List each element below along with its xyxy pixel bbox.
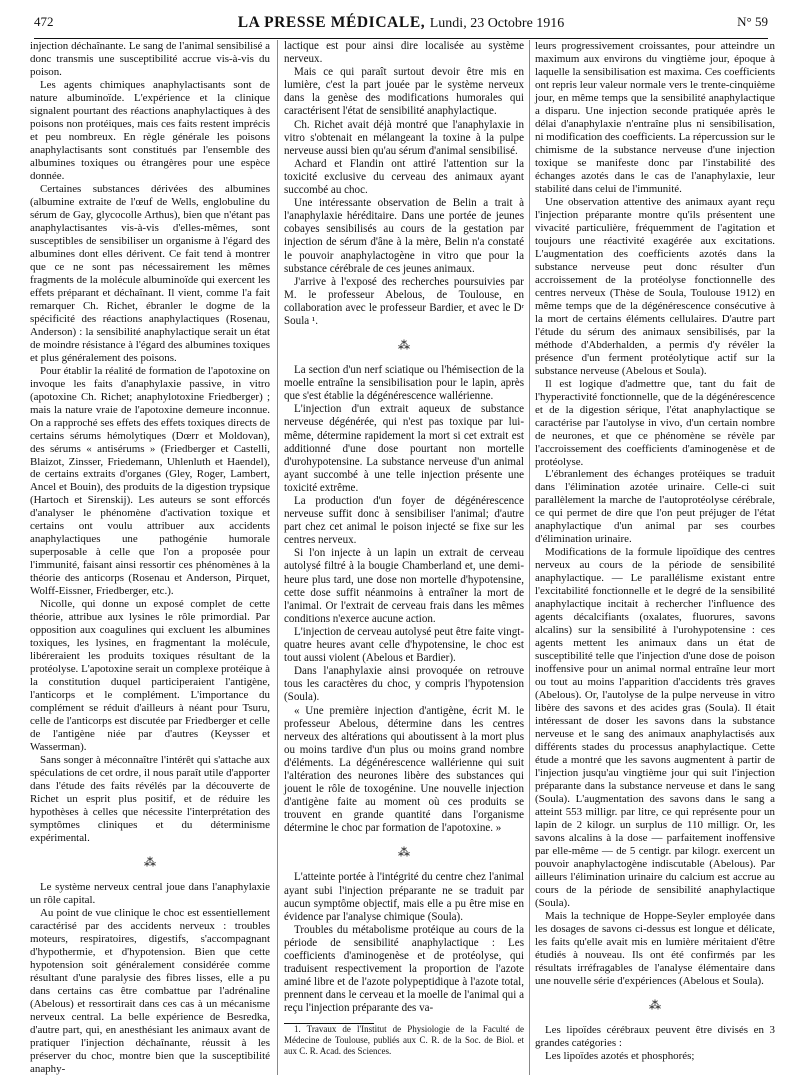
section-separator: ⁂ bbox=[144, 855, 156, 870]
paragraph: Il est logique d'admettre que, tant du fait de l'hyperactivité fonctionnelle, que de la dégénérescence et de la digestion sérique, l'état anaphylactique se caractérise par l'autolyse in vivo, d'un certain nombre de neurones, et que ce phénomène se révèle par l'accroissement des coefficients d'aminogenèse et de protéolyse. bbox=[535, 377, 775, 468]
paragraph: « Une première injection d'antigène, écrit M. le professeur Abelous, détermine dans les centres nerveux des altérations qui aboutissent à la mort plus ou moins tardive d'un plus ou moins grand nombre d'éléments. La dégénérescence wallérienne qui suit l'altération des neurones libère des substances qui jouent le rôle de toxogénine. Une nouvelle injection d'antigène faite au moment où ces produits se trouvent en grande quantité dans l'organisme détermine le choc par formation de l'apotoxine. » bbox=[284, 704, 524, 835]
text-column-left bbox=[30, 40, 270, 1076]
text-column-middle bbox=[284, 40, 524, 1057]
section-separator: ⁂ bbox=[398, 338, 410, 353]
paragraph: Une observation attentive des animaux ayant reçu l'injection préparante montre qu'ils présentent une vivacité particulière, fréquemment de l'agitation et toujours une réactivité exagérée aux excitations. L'augmentation des coefficients azotés dans la substance nerveuse peut donc résulter d'un accroissement de la protéolyse fonctionnelle des centres nerveux (Thèse de Soula, Toulouse 1912) en même temps que de la dégénérescence consécutive à la mort de certains éléments cellulaires. D'autre part l'étude du sérum des animaux sensibilisés, par la méthode d'Abderhalden, a permis d'y révéler la présence d'un ferment protéolytique actif sur la substance nerveuse (Abelous et Soula). bbox=[535, 195, 775, 377]
text-column-right bbox=[535, 40, 775, 1063]
section-separator: ⁂ bbox=[398, 845, 410, 860]
paragraph: L'atteinte portée à l'intégrité du centre chez l'animal ayant subi l'injection préparante ne se traduit par aucun symptôme objectif, mais elle a pu être mise en évidence par l'analyse chimique (Soula). bbox=[284, 871, 524, 923]
paragraph: Sans songer à méconnaître l'intérêt qui s'attache aux spéculations de cet ordre, il nous paraît utile d'apporter dans l'étude des faits révélés par la découverte de Richet un esprit plus positif, et de réduire les hypothèses à celles que nécessite l'interprétation des symptômes cliniques et du déterminisme expérimental. bbox=[30, 754, 270, 845]
paragraph: Pour établir la réalité de formation de l'apotoxine on invoque les faits d'anaphylaxie passive, in vitro (apotoxine Ch. Richet; anaphylotoxine Friedberger) ; mais la nature vraie de l'apotoxine demeure inconnue. On a rapproché ses effets des effets toxiques directs de certains sérums hémolytiques (Dœrr et Moldovan), des sérums « antisérums » (Friedberger et Castelli, Blaizot, Zinsser, Friedemann, Uhlenluth et Haendel), de certains extraits d'organes (Gley, Roger, Lambert, Ancel et Bouin), des produits de la digestion trypsique (Hartoch et Sirenskij). Les auteurs se sont efforcés d'analyser le phénomène d'activation toxique et certains ont voulu attribuer aux accidents anaphylactiques une pathogénie humorale superposable à celle que l'on a proposée pour l'immunité, faisant ainsi ressortir ces phénomènes à la théorie des anticorps (Rosenau et Anderson, Pirquet, Wolff-Eissner, Friedberger, etc.). bbox=[30, 364, 270, 598]
paragraph: Une intéressante observation de Belin a trait à l'anaphylaxie héréditaire. Dans une portée de jeunes cobayes sensibilisés au cours de la gestation par injection de sérum d'âne à la mère, Belin n'a constaté le pouvoir anaphylactogène in vitro que pour la substance cérébrale de ces jeunes animaux. bbox=[284, 197, 524, 275]
issue-date: Lundi, 23 Octobre 1916 bbox=[429, 16, 565, 31]
footnote: 1. Travaux de l'Institut de Physiologie de la Faculté de Médecine de Toulouse, publiés aux C. R. de la Soc. de Biol. et aux C. R. Acad. des Sciences. bbox=[284, 1024, 524, 1057]
paragraph: La production d'un foyer de dégénérescence nerveuse suffit donc à sensibiliser l'animal; d'autre part chez cet animal le poison injecté se fixe sur les centres nerveux. bbox=[284, 495, 524, 547]
paragraph: Ch. Richet avait déjà montré que l'anaphylaxie in vitro s'obtenait en mélangeant la toxine à la pulpe nerveuse aussi bien qu'au sérum d'animal sensibilisé. bbox=[284, 118, 524, 157]
paragraph: Si l'on injecte à un lapin un extrait de cerveau autolysé filtré à la bougie Chamberland et, une demi-heure plus tard, une dose non mortelle d'hypotensine, cette dose suffit néanmoins à entraîner la mort de l'animal. Or l'extrait de cerveau frais dans les mêmes conditions n'exerce aucune action. bbox=[284, 547, 524, 625]
column-rule bbox=[529, 40, 530, 1075]
paragraph: La section d'un nerf sciatique ou l'hémisection de la moelle entraîne la sensibilisation pour le lapin, après que s'est établie la dégénérescence wallérienne. bbox=[284, 364, 524, 403]
paragraph: J'arrive à l'exposé des recherches poursuivies par M. le professeur Abelous, de Toulouse, en collaboration avec le professeur Bardier, et avec le Dʳ Soula ¹. bbox=[284, 275, 524, 327]
paragraph: lactique est pour ainsi dire localisée au système nerveux. bbox=[284, 40, 524, 66]
page-header bbox=[34, 8, 768, 39]
page-number: 472 bbox=[34, 14, 54, 29]
paragraph: leurs progressivement croissantes, pour atteindre un maximum aux environs du vingtième jour, époque à laquelle la sensibilisation est maxima. Ces coefficients ont repris leur valeur normale vers le trente-cinquième jour, en même temps que la sensibilité anaphylactique a disparu. Une injection seconde pratiquée après le délai d'anaphylaxie n'entraîne plus ni sensibilisation, ni modification des coefficients. La répercussion sur le chimisme de la substance nerveuse d'une injection toxique se manifeste donc par l'instabilité des échanges azotés dans le cas de l'anaphylaxie, leur stabilité dans celui de l'immunité. bbox=[535, 40, 775, 195]
paragraph: Nicolle, qui donne un exposé complet de cette théorie, attribue aux lysines le rôle primordial. Par opposition aux coagulines qui excluent les albumines toxiques, les lysines, en fragmentant la molécule, libéreraient les produits toxiques résultant de la protéolyse. L'apotoxine serait un complexe protéique à la constitution duquel participeraient l'antigène, l'anticorps et le complément. L'importance du complément se réduit d'ailleurs à néant pour Tsuru, celle de l'anticorps est discutée par Friedberger et celle de l'antigène niée par d'autres (Keysser et Wasserman). bbox=[30, 598, 270, 754]
issue-number: N° 59 bbox=[737, 14, 768, 29]
paragraph: Certaines substances dérivées des albumines (albumine extraite de l'œuf de Wells, englobuline du sérum de Gay, glycocolle Arthus), bien que n'étant pas anaphylactisantes vis-à-vis d'elles-mêmes, sont susceptibles de sensibiliser un organisme à l'égard des albumines dont elles dérivent. Ce fait tend à montrer que ce ne sont pas nécessairement les mêmes fragments de la molécule albuminoïde qui exercent les effets préparant et déchaînant. Il vient, comme l'a fait remarquer Ch. Richet, ébranler le dogme de la spécificité des réactions anaphylactiques (Rosenau, Anderson) : la sensibilité anaphylactique serait un état de moindre résistance à l'égard des albumines toxiques et plus généralement des poisons. bbox=[30, 182, 270, 364]
paragraph: L'injection de cerveau autolysé peut être faite vingt-quatre heures avant celle d'hypotensine, le choc est tout aussi violent (Abelous et Bardier). bbox=[284, 625, 524, 665]
journal-title bbox=[34, 14, 768, 32]
paragraph: Dans l'anaphylaxie ainsi provoquée on retrouve tous les caractères du choc, y compris l'hypotension (Soula). bbox=[284, 665, 524, 704]
column-rule bbox=[277, 40, 278, 1075]
paragraph: Les lipoïdes azotés et phosphorés; bbox=[545, 1049, 695, 1062]
paragraph: Les lipoïdes cérébraux peuvent être divisés en 3 grandes catégories : bbox=[535, 1023, 775, 1049]
paragraph: Mais la technique de Hoppe-Seyler employée dans les dosages de savons ci-dessus est longue et délicate, les faits qu'elle avait mis en lumière méritaient d'être étudiés à nouveau. Ils ont été confirmés par les résultats irréfragables de l'analyse élémentaire dans une nouvelle série d'expériences (Abelous et Soula). bbox=[535, 909, 775, 987]
paragraph: Les agents chimiques anaphylactisants sont de nature albuminoïde. L'expérience et la clinique signalent pourtant des réactions anaphylactiques à des poisons non protéiques, mais ces faits restent imprécis et peu nombreux. En règle générale les poisons anaphylactisants sont constitués par l'ensemble des albumines toxiques ou étrangères pour une espèce donnée. bbox=[30, 78, 270, 182]
paragraph: Mais ce qui paraît surtout devoir être mis en lumière, c'est la part jouée par le système nerveux dans la genèse des modifications humorales qui caractérisent l'état de sensibilité anaphylactique. bbox=[284, 66, 524, 118]
journal-name: LA PRESSE MÉDICALE, bbox=[237, 14, 426, 31]
paragraph: Au point de vue clinique le choc est essentiellement caractérisé par des accidents nerveux : troubles moteurs, respiratoires, digestifs, s'accompagnant d'hypothermie, et d'hypotension. Bien que cette hypotension soit généralement considérée comme résultant d'une paralysie des fibres lisses, elle a pu dans certains cas être combattue par l'adrénaline (Abelous) et ressortirait dans ces cas à un mécanisme nerveux central. La belle expérience de Besredka, d'autre part, qui, en anesthésiant les animaux avant de pratiquer l'injection déchaînante, réussit à les préserver du choc, montre bien que la susceptibilité anaphy- bbox=[30, 907, 270, 1075]
section-separator: ⁂ bbox=[649, 997, 661, 1012]
paragraph: injection déchaînante. Le sang de l'animal sensibilisé a donc transmis une susceptibilité accrue vis-à-vis du poison. bbox=[30, 40, 270, 78]
paragraph: L'injection d'un extrait aqueux de substance nerveuse dégénérée, qui n'est pas toxique par lui-même, détermine rapidement la mort si cet extrait est additionné d'une dose pourtant non mortelle d'urohypotensine. La substance nerveuse d'un animal ayant succombé à une telle injection présente une toxicité extrême. bbox=[284, 403, 524, 494]
paragraph: Troubles du métabolisme protéique au cours de la période de sensibilité anaphylactique : Les coefficients d'aminogenèse et de protéolyse, qui traduisent respectivement la proportion de l'azote aminé libre et de l'azote polypeptidique à l'azote total, prennent dans le cerveau et la moelle de l'animal qui a reçu l'injection préparante des va- bbox=[284, 923, 524, 1015]
paragraph: L'ébranlement des échanges protéiques se traduit dans l'élimination azotée urinaire. Celle-ci suit parallèlement la marche de l'autoprotéolyse cérébrale, ce qui permet de dire que l'on peut préjuger de l'état anaphylactique d'un animal par ses courbes d'élimination urinaire. bbox=[535, 468, 775, 546]
paragraph: Modifications de la formule lipoïdique des centres nerveux au cours de la période de sensibilité anaphylactique. — Le parallélisme existant entre l'excitabilité fonctionnelle et le degré de la sensibilité anaphylactique incitait à rechercher l'influence des agents décalcifiants (oxalates, fluorures, savons alcalins) sur la sensibilité à l'urohypotensine : ces agents mettent les animaux dans un état de susceptibilité telle que l'injection d'une dose de poison inoffensive pour un animal normal entraîne leur mort ou tout au moins l'apparition d'accidents très graves (Abelous). Or, l'autolyse de la pulpe nerveuse in vitro libère des savons et des acides gras (Soula). Il était intéressant de doser les savons dans la substance nerveuse et le sang des animaux anaphylactisés aux différents stades du processus anaphylactique. Cette étude a montré que les savons augmentent à partir de l'injection jusqu'au vingtième jour qui suit l'injection préparante dans la substance nerveuse et dans le sang (Soula). L'augmentation des savons dans le sang a atteint 553 milligr. par litre, ce qui représente pour un lapin de 2 kilogr. un surplus de 110 milligr. Or, les savons alcalins à la dose — parfaitement inoffensive par elle-même — de 5 centigr. par kilogr. exercent un pouvoir anaphylactogène indiscutable (Abelous). Par ailleurs l'élimination urinaire du calcium est accrue au cours de la période de sensibilité anaphylactique (Soula). bbox=[535, 546, 775, 909]
paragraph: Achard et Flandin ont attiré l'attention sur la toxicité exclusive du cerveau des animaux ayant succombé au choc. bbox=[284, 157, 524, 197]
paragraph: Le système nerveux central joue dans l'anaphylaxie un rôle capital. bbox=[30, 881, 270, 907]
